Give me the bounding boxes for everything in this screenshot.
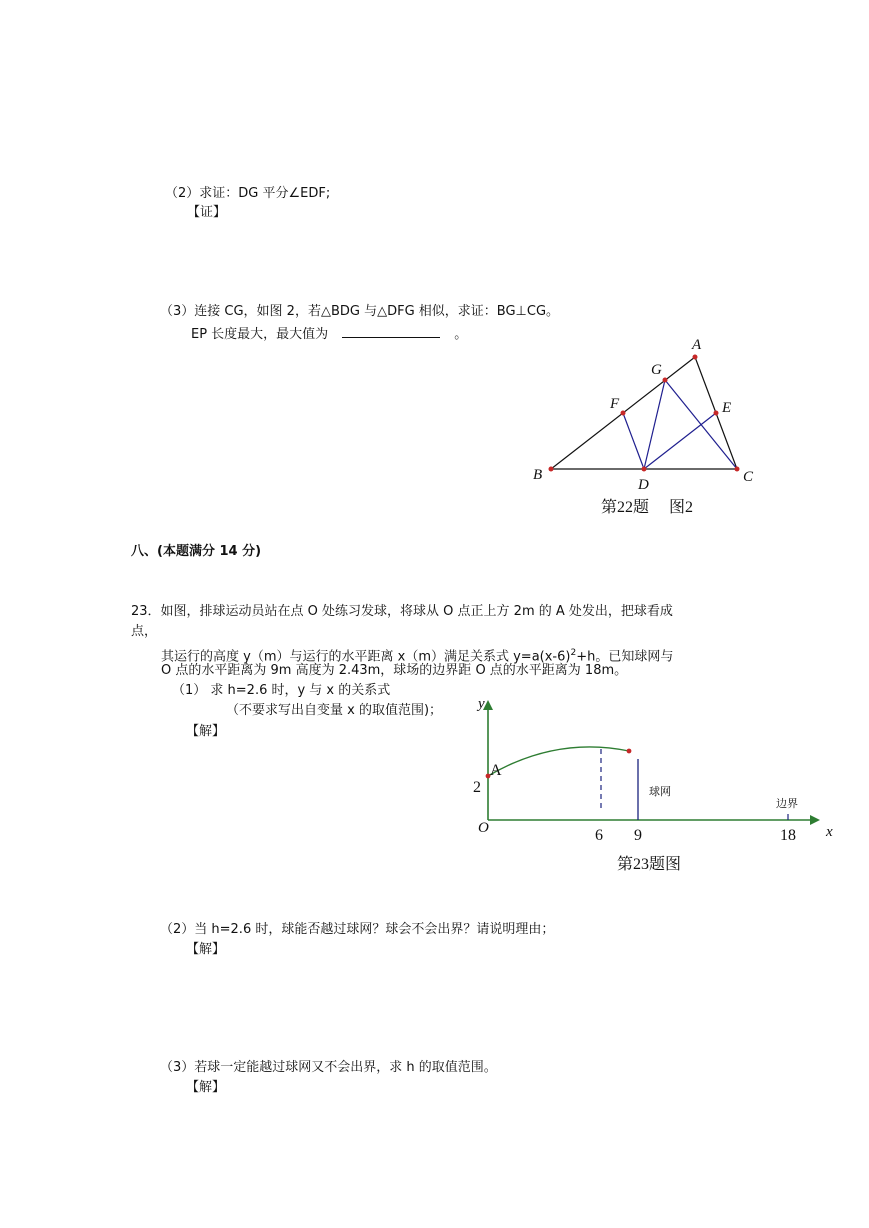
q22-ep-line <box>191 325 467 343</box>
q23-caption: 第23题图 <box>617 856 682 873</box>
y-axis-label: y <box>478 696 485 712</box>
q23-part1-tag: 【解】 <box>186 724 226 739</box>
q22-part2-tag: 【证】 <box>187 205 227 220</box>
origin-label: O <box>478 820 489 836</box>
q22-part2-text: （2）求证：DG 平分∠EDF; <box>165 186 331 201</box>
point-c <box>735 467 740 472</box>
point-g <box>663 378 668 383</box>
q23-part2-text: （2）当 h=2.6 时，球能否越过球网？球会不会出界？请说明理由； <box>160 922 555 937</box>
q23-stem-line3-a: 其运行的高度 y（m）与运行的水平距离 x（m）满足关系式 y=a(x-6) <box>161 649 571 665</box>
q23-stem-line4: O 点的水平距离为 9m 高度为 2.43m，球场的边界距 O 点的水平距离为 18m。 <box>161 663 628 678</box>
point-e <box>714 411 719 416</box>
tick-9: 9 <box>634 827 642 844</box>
q22-ep-before: EP 长度最大，最大值为 <box>191 327 329 342</box>
label-g: G <box>651 362 662 378</box>
point-b <box>549 467 554 472</box>
boundary-label: 边界 <box>776 797 798 810</box>
tick-18: 18 <box>780 827 796 844</box>
tick-6: 6 <box>595 827 603 844</box>
point-d <box>642 467 647 472</box>
point-f <box>621 411 626 416</box>
q22-caption: 第22题 图2 <box>601 499 694 516</box>
q23-figure <box>470 695 840 880</box>
q23-part3-tag: 【解】 <box>186 1080 226 1095</box>
label-f: F <box>610 396 620 412</box>
trajectory-end-dot <box>627 749 632 754</box>
answer-blank <box>342 325 440 338</box>
q23-stem-line2: 点， <box>131 624 158 639</box>
q23-part1-line1: （1） 求 h=2.6 时，y 与 x 的关系式 <box>172 683 391 698</box>
net-label: 球网 <box>649 785 671 798</box>
height-2-label: 2 <box>473 779 481 796</box>
segment-fd <box>623 413 644 469</box>
x-axis-label: x <box>826 824 833 840</box>
point-a-label: A <box>490 762 502 779</box>
q23-part2-tag: 【解】 <box>186 942 226 957</box>
label-b: B <box>533 467 543 483</box>
q23-part3-text: （3）若球一定能越过球网又不会出界，求 h 的取值范围。 <box>160 1060 497 1075</box>
q22-ep-after: 。 <box>454 327 468 342</box>
q23-stem-exponent: 2 <box>570 648 577 658</box>
label-c: C <box>743 469 754 485</box>
q23-stem-line1: 23．如图，排球运动员站在点 O 处练习发球，将球从 O 点正上方 2m 的 A 处发出，把球看成 <box>131 604 673 619</box>
point-a <box>693 355 698 360</box>
label-a: A <box>692 337 702 353</box>
q22-figure <box>520 330 800 520</box>
q22-part3-text: （3）连接 CG，如图 2，若△BDG 与△DFG 相似，求证：BG⊥CG。 <box>160 304 560 319</box>
label-d: D <box>638 477 649 493</box>
section-heading: 八、(本题满分 14 分) <box>131 544 262 559</box>
label-e: E <box>722 400 732 416</box>
q23-stem-line3-b: +h。已知球网与 <box>576 649 674 665</box>
ball-trajectory <box>488 747 629 776</box>
q23-part1-line2: （不要求写出自变量 x 的取值范围)； <box>226 703 443 718</box>
